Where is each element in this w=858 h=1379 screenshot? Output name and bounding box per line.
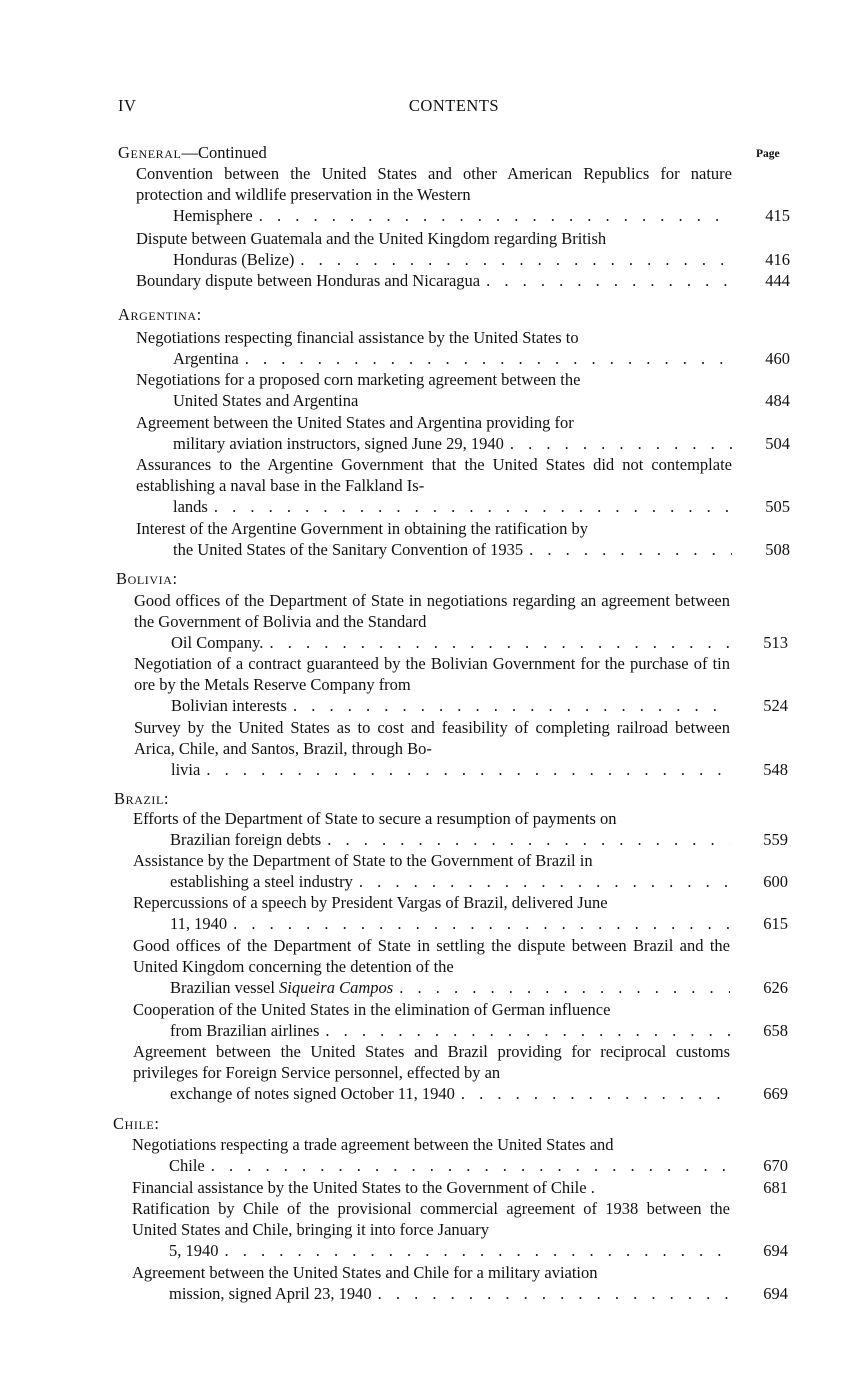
toc-entry (136, 163, 790, 226)
entry-page-number: 548 (763, 760, 788, 779)
section-heading-general: General—Continued (118, 143, 267, 162)
dot-leader (480, 270, 732, 291)
toc-entry (134, 590, 788, 653)
entry-text: Agreement between the United States and Chile for a military aviation (132, 1263, 598, 1282)
entry-text-last-line: exchange of notes signed October 11, 1940 (170, 1084, 455, 1103)
section-heading-chile: Chile: (113, 1114, 160, 1133)
entry-text-last-line: Bolivian interests (171, 696, 287, 715)
entry-text-last-line: 11, 1940 (170, 914, 228, 933)
dot-leader (393, 977, 730, 998)
toc-entry (136, 369, 790, 411)
entry-page-number: 444 (765, 271, 790, 290)
entry-page-number: 416 (765, 250, 790, 269)
entry-text-last-line: from Brazilian airlines (170, 1021, 320, 1040)
dot-leader (263, 632, 730, 653)
page-number: IV (118, 96, 137, 115)
entry-text-last-line: 5, 1940 (169, 1241, 219, 1260)
toc-entry (136, 270, 790, 291)
entry-page-number: 694 (763, 1241, 788, 1260)
dot-leader (319, 1020, 730, 1041)
entry-text: Dispute between Guatemala and the United Kingdom regarding British (136, 229, 607, 248)
vessel-name: Siqueira Campos (279, 978, 394, 997)
toc-entry (136, 228, 790, 270)
page-title: CONTENTS (408, 96, 500, 115)
entry-text: Negotiation of a contract guaranteed by the Bolivian Government for the purchase of tin ore by the Metals Reserve Company from (134, 654, 730, 694)
entry-page-number: 513 (763, 633, 788, 652)
entry-text-last-line: Hemisphere (173, 206, 253, 225)
toc-entry (136, 412, 790, 454)
entry-text: Convention between the United States and other American Republics for nature protection and wildlife preservation in the Western (136, 164, 732, 204)
toc-entry (133, 935, 788, 998)
entry-page-number: 460 (765, 349, 790, 368)
section-heading-argentina: Argentina: (118, 305, 202, 324)
entry-text: Efforts of the Department of State to secure a resumption of payments on (133, 809, 617, 828)
entry-page-number: 504 (765, 434, 790, 453)
section-heading-bolivia: Bolivia: (116, 569, 178, 588)
entry-text: Boundary dispute between Honduras and Nicaragua (136, 271, 481, 290)
dot-leader (200, 759, 730, 780)
entry-text: Negotiations respecting financial assistance by the United States to (136, 328, 579, 347)
dot-leader (353, 871, 730, 892)
entry-page-number: 626 (763, 978, 788, 997)
entry-text: Good offices of the Department of State in negotiations regarding an agreement between the Government of Bolivia and the Standard (134, 591, 730, 631)
entry-page-number: 508 (765, 540, 790, 559)
dot-leader (287, 695, 730, 716)
section-heading-brazil: Brazil: (114, 789, 170, 808)
dot-leader (208, 496, 732, 517)
entry-page-number: 600 (763, 872, 788, 891)
entry-text-last-line: military aviation instructors, signed June 29, 1940 (173, 434, 504, 453)
entry-text: Cooperation of the United States in the elimination of German influence (133, 1000, 611, 1019)
toc-entry (133, 808, 788, 850)
page-column-label: Page (756, 148, 780, 160)
dot-leader (372, 1283, 730, 1304)
toc-entry (136, 454, 790, 517)
dot-leader (294, 249, 732, 270)
dot-leader (253, 205, 732, 226)
entry-text: Financial assistance by the United States to the Government of Chile . (132, 1178, 595, 1197)
toc-entry (136, 327, 790, 369)
entry-text-last-line: the United States of the Sanitary Convention of 1935 (173, 540, 524, 559)
entry-page-number: 681 (763, 1178, 788, 1197)
entry-page-number: 524 (763, 696, 788, 715)
entry-page-number: 670 (763, 1156, 788, 1175)
entry-text: Good offices of the Department of State in settling the dispute between Brazil and the United Kingdom concerning the detention of the (133, 936, 730, 976)
dot-leader (227, 913, 730, 934)
entry-text-last-line: Honduras (Belize) (173, 250, 295, 269)
entry-text: Assistance by the Department of State to the Government of Brazil in (133, 851, 593, 870)
entry-text-last-line: United States and Argentina (173, 391, 359, 410)
entry-text-last-line: Chile (169, 1156, 205, 1175)
entry-text: Repercussions of a speech by President Vargas of Brazil, delivered June (133, 893, 608, 912)
entry-text: Assurances to the Argentine Government that the United States did not contemplate establishing a naval base in the Falkland Is- (136, 455, 732, 495)
dot-leader (205, 1155, 730, 1176)
dot-leader (504, 433, 732, 454)
toc-entry (134, 717, 788, 780)
entry-text-last-line: Brazilian vessel Siqueira Campos (170, 978, 394, 997)
entry-text-last-line: mission, signed April 23, 1940 (169, 1284, 372, 1303)
toc-entry (132, 1177, 788, 1198)
entry-page-number: 615 (763, 914, 788, 933)
entry-text: Agreement between the United States and Argentina providing for (136, 413, 574, 432)
entry-page-number: 484 (765, 391, 790, 410)
toc-entry (136, 518, 790, 560)
dot-leader (219, 1240, 731, 1261)
toc-entry (133, 1041, 788, 1104)
toc-entry (132, 1262, 788, 1304)
entry-page-number: 694 (763, 1284, 788, 1303)
toc-entry (134, 653, 788, 716)
entry-page-number: 505 (765, 497, 790, 516)
toc-entry (133, 999, 788, 1041)
entry-text-last-line: Argentina (173, 349, 239, 368)
entry-text-last-line: Oil Company. (171, 633, 264, 652)
entry-text: Survey by the United States as to cost and feasibility of completing railroad between Arica, Chile, and Santos, Brazil, through Bo- (134, 718, 730, 758)
entry-text-last-line: livia (171, 760, 201, 779)
entry-text-last-line: lands (173, 497, 208, 516)
entry-text-last-line: establishing a steel industry (170, 872, 353, 891)
entry-text: Ratification by Chile of the provisional commercial agreement of 1938 between the United States and Chile, bringing it into force January (132, 1199, 730, 1239)
entry-page-number: 559 (763, 830, 788, 849)
entry-text-last-line: Brazilian foreign debts (170, 830, 322, 849)
toc-entry (133, 892, 788, 934)
entry-text: Negotiations for a proposed corn marketing agreement between the (136, 370, 581, 389)
toc-entry (133, 850, 788, 892)
page-header (118, 96, 790, 120)
dot-leader (523, 539, 732, 560)
toc-entry (132, 1134, 788, 1176)
dot-leader (455, 1083, 730, 1104)
entry-page-number: 669 (763, 1084, 788, 1103)
entry-text: Agreement between the United States and Brazil providing for reciprocal customs privileges for Foreign Service personnel, effected by an (133, 1042, 730, 1082)
entry-page-number: 415 (765, 206, 790, 225)
entry-text: Negotiations respecting a trade agreement between the United States and (132, 1135, 614, 1154)
entry-text: Interest of the Argentine Government in obtaining the ratification by (136, 519, 588, 538)
toc-entry (132, 1198, 788, 1261)
entry-page-number: 658 (763, 1021, 788, 1040)
dot-leader (239, 348, 732, 369)
dot-leader (321, 829, 730, 850)
